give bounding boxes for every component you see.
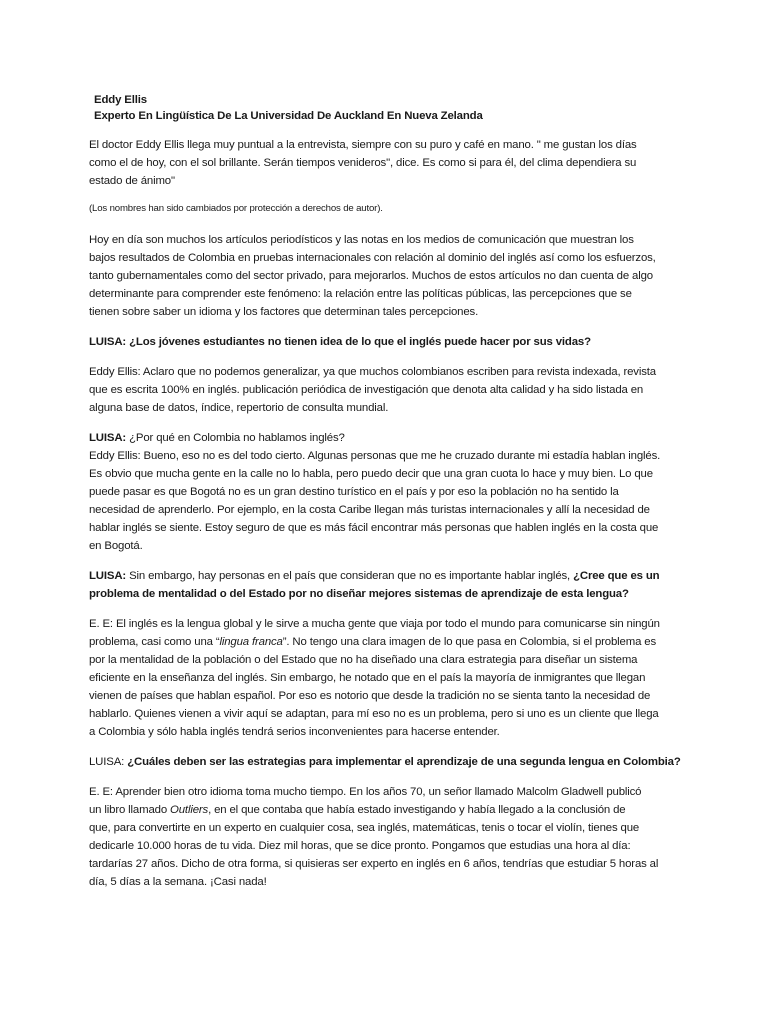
paragraph-line: Hoy en día son muchos los artículos periodísticos y las notas en los medios de comunicación que muestran los [89,234,634,246]
paragraph-line: tienen sobre saber un idioma y los factores que determinan tales percepciones. [89,306,479,318]
answer-line: día, 5 días a la semana. ¡Casi nada! [89,876,267,888]
body-paragraph [89,231,689,321]
question-3 [89,567,689,603]
answer-text: , en el que contaba que había estado investigando y había llegado a la conclusión de [208,804,626,816]
question-line: problema de mentalidad o del Estado por no diseñar mejores sistemas de aprendizaje de esta lengua? [89,588,629,600]
question-4 [89,753,689,771]
paragraph-line: bajos resultados de Colombia en pruebas internacionales con relación al dominio del inglés así como los esfuerzos, [89,252,656,264]
question-bold: ¿Cree que es un [573,570,660,582]
answer-line: hablar inglés se siente. Estoy seguro de que es más fácil encontrar más personas que hablen inglés en la costa que [89,522,659,534]
question-1: LUISA: ¿Los jóvenes estudiantes no tienen idea de lo que el inglés puede hacer por sus vidas? [89,336,591,348]
answer-line: en Bogotá. [89,540,143,552]
question-text: ¿Cuáles deben ser las estrategias para implementar el aprendizaje de una segunda lengua en Colombia? [124,756,681,768]
document-page [89,92,689,891]
paragraph-line: determinante para comprender este fenómeno: la relación entre las políticas públicas, las percepciones que se [89,288,632,300]
answer-line: E. E: El inglés es la lengua global y le sirve a mucha gente que viaja por todo el mundo para comunicarse sin ningún [89,618,660,630]
answer-line: hablarlo. Quienes vienen a vivir aquí se adaptan, para mí eso no es un problema, pero si uno es un cliente que llega [89,708,659,720]
answer-line: por la mentalidad de la población o del Estado que no ha diseñado una clara estrategia para diseñar un sistema [89,654,638,666]
speaker-label: LUISA: [89,432,127,444]
answer-4 [89,783,689,891]
answer-line: alguna base de datos, índice, repertorio de consulta mundial. [89,402,389,414]
article-header [94,92,689,124]
intro-line: estado de ánimo" [89,175,175,187]
question-text: ¿Por qué en Colombia no hablamos inglés? [126,432,345,444]
answer-line: que es escrita 100% en inglés. publicación periódica de investigación que denota alta calidad y ha sido listada en [89,384,644,396]
speaker-label: LUISA: [89,570,127,582]
answer-line [89,801,689,819]
question-2 [89,429,689,447]
answer-line: E. E: Aprender bien otro idioma toma mucho tiempo. En los años 70, un señor llamado Malcolm Gladwell publicó [89,786,642,798]
answer-line: necesidad de aprenderlo. Por ejemplo, en la costa Caribe llegan más turistas internacionales y allí la necesidad de [89,504,650,516]
answer-line: vienen de países que hablan español. Por eso es notorio que desde la tradición no se sienta tanto la necesidad de [89,690,651,702]
answer-line: Eddy Ellis: Bueno, eso no es del todo cierto. Algunas personas que me he cruzado durante mi estadía hablan inglés. [89,450,661,462]
intro-line: El doctor Eddy Ellis llega muy puntual a la entrevista, siempre con su puro y café en mano. " me gustan los días [89,139,637,151]
answer-line: Es obvio que mucha gente en la calle no lo habla, pero puedo decir que una gran cuota lo hace y muy bien. Lo que [89,468,653,480]
answer-text: un libro llamado [89,804,171,816]
answer-1 [89,363,689,417]
answer-line: a Colombia y sólo habla inglés tendrá serios inconvenientes para hacerse entender. [89,726,500,738]
answer-line: eficiente en la enseñanza del inglés. Sin embargo, he notado que en el país la mayoría de inmigrantes que llegan [89,672,646,684]
answer-line: dedicarle 10.000 horas de tu vida. Diez mil horas, que se dice pronto. Pongamos que estudias una hora al día: [89,840,631,852]
paragraph-line: tanto gubernamentales como del sector privado, para mejorarlos. Muchos de estos artículos no dan cuenta de algo [89,270,653,282]
copyright-note: (Los nombres han sido cambiados por protección a derechos de autor). [89,203,383,214]
answer-line: tardarías 27 años. Dicho de otra forma, si quisieras ser experto en inglés en 6 años, tendrías que estudiar 5 horas al [89,858,659,870]
answer-line [89,633,689,651]
answer-2 [89,447,689,555]
answer-line: Eddy Ellis: Aclaro que no podemos generalizar, ya que muchos colombianos escriben para revista indexada, revista [89,366,656,378]
italic-term: lingua franca [219,636,283,648]
author-name: Eddy Ellis [94,94,147,106]
italic-title: Outliers [170,804,209,816]
answer-line: que, para convertirte en un experto en cualquier cosa, sea inglés, matemáticas, tenis o tocar el violín, tienes que [89,822,640,834]
answer-line: puede pasar es que Bogotá no es un gran destino turístico en el país y por eso la población no ha sentido la [89,486,619,498]
author-title: Experto En Lingüística De La Universidad De Auckland En Nueva Zelanda [94,110,483,122]
speaker-label: LUISA: [89,756,125,768]
answer-text: problema, casi como una “ [89,636,220,648]
question-line [89,567,689,585]
intro-line: como el de hoy, con el sol brillante. Serán tiempos venideros", dice. Es como si para él, del clima dependiera su [89,157,637,169]
answer-3 [89,615,689,741]
question-lead: Sin embargo, hay personas en el país que consideran que no es importante hablar inglés, [126,570,574,582]
intro-paragraph [89,136,689,190]
answer-text: ”. No tengo una clara imagen de lo que pasa en Colombia, si el problema es [282,636,656,648]
